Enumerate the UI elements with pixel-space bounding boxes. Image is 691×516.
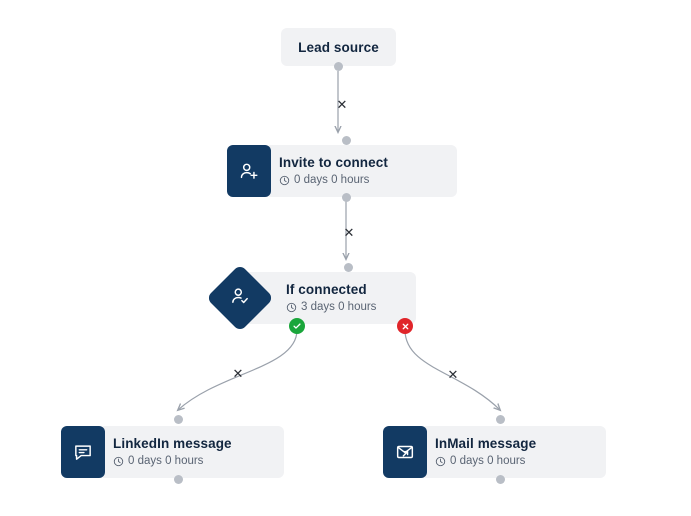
clock-icon bbox=[286, 302, 297, 313]
chat-bubble-icon bbox=[61, 426, 105, 478]
node-inmail-delay bbox=[435, 454, 606, 469]
port-linkedin-out[interactable] bbox=[174, 475, 183, 484]
node-inmail-body bbox=[421, 426, 606, 478]
port-inmail-out[interactable] bbox=[496, 475, 505, 484]
node-lead-source-title: Lead source bbox=[298, 39, 379, 55]
remove-step-icon[interactable]: ✕ bbox=[336, 97, 348, 112]
clock-icon bbox=[113, 456, 124, 467]
node-if-connected-delay bbox=[286, 300, 416, 315]
port-if-connected-in[interactable] bbox=[344, 263, 353, 272]
node-linkedin-delay bbox=[113, 454, 284, 469]
node-if-connected-title: If connected bbox=[286, 282, 367, 297]
x-icon bbox=[401, 322, 410, 331]
port-lead-source-out[interactable] bbox=[334, 62, 343, 71]
node-invite-to-connect[interactable] bbox=[227, 145, 457, 197]
node-linkedin-body bbox=[99, 426, 284, 478]
node-invite-body bbox=[265, 145, 457, 197]
remove-step-icon[interactable]: ✕ bbox=[343, 225, 355, 240]
node-lead-source[interactable] bbox=[281, 28, 396, 66]
node-invite-delay bbox=[279, 173, 457, 188]
clock-icon bbox=[279, 175, 290, 186]
node-inmail-title: InMail message bbox=[435, 436, 537, 451]
person-add-icon bbox=[227, 145, 271, 197]
envelope-arrow-icon bbox=[383, 426, 427, 478]
node-if-connected-delay-text: 3 days 0 hours bbox=[301, 301, 377, 313]
node-invite-title: Invite to connect bbox=[279, 155, 388, 170]
port-invite-in[interactable] bbox=[342, 136, 351, 145]
person-check-glyph bbox=[229, 285, 251, 312]
node-inmail-message[interactable] bbox=[383, 426, 606, 478]
node-linkedin-delay-text: 0 days 0 hours bbox=[128, 455, 204, 467]
remove-step-icon[interactable]: ✕ bbox=[447, 367, 459, 382]
check-icon bbox=[292, 321, 302, 331]
node-inmail-delay-text: 0 days 0 hours bbox=[450, 455, 526, 467]
clock-icon bbox=[435, 456, 446, 467]
node-linkedin-message[interactable] bbox=[61, 426, 284, 478]
remove-step-icon[interactable]: ✕ bbox=[232, 366, 244, 381]
port-inmail-in[interactable] bbox=[496, 415, 505, 424]
port-invite-out[interactable] bbox=[342, 193, 351, 202]
node-if-connected[interactable] bbox=[216, 272, 416, 324]
branch-badge-no[interactable] bbox=[397, 318, 413, 334]
node-linkedin-title: LinkedIn message bbox=[113, 436, 232, 451]
node-invite-delay-text: 0 days 0 hours bbox=[294, 174, 370, 186]
port-linkedin-in[interactable] bbox=[174, 415, 183, 424]
branch-badge-yes[interactable] bbox=[289, 318, 305, 334]
